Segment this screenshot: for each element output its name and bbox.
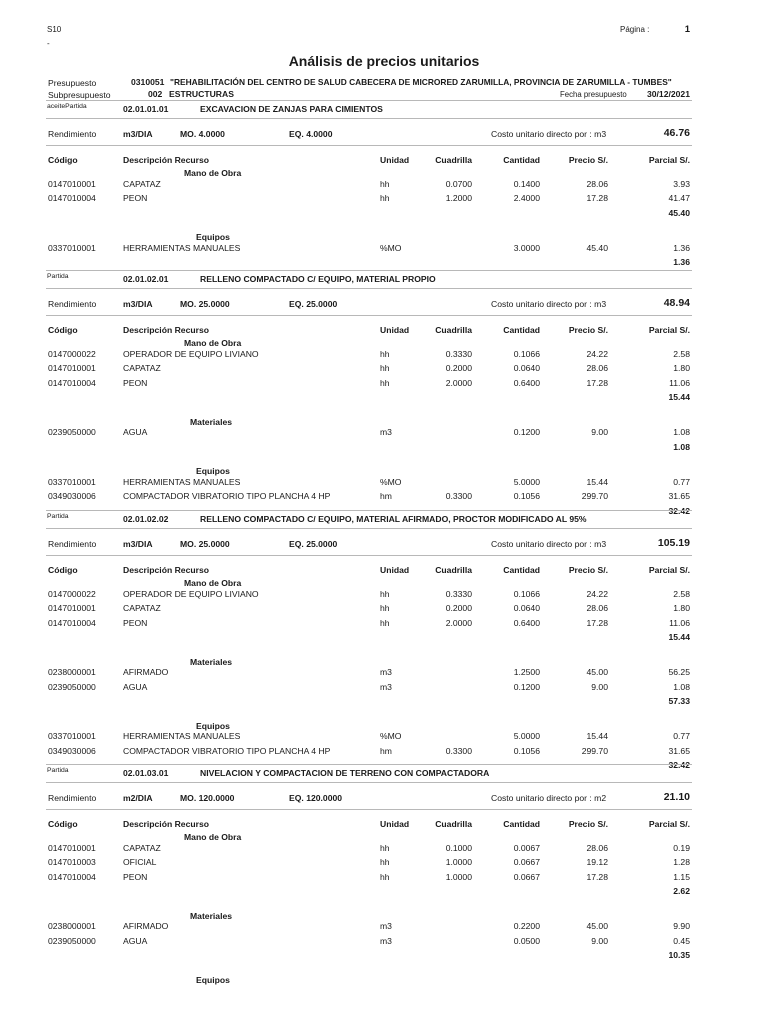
resource-unit: hh — [380, 603, 390, 613]
resource-precio: 45.40 — [586, 242, 608, 253]
resource-desc: AFIRMADO — [123, 667, 169, 677]
resource-parcial: 1.80 — [673, 603, 690, 613]
rendimiento-label: Rendimiento — [48, 793, 97, 803]
resource-cantidad: 5.0000 — [513, 476, 540, 487]
resource-code: 0337010001 — [48, 242, 96, 253]
resource-parcial: 2.58 — [673, 348, 690, 359]
subpresupuesto-label: Subpresupuesto — [48, 90, 111, 100]
resource-parcial: 3.93 — [673, 178, 690, 189]
resource-unit: m3 — [380, 667, 392, 677]
resource-unit: hh — [380, 363, 390, 373]
mo-value: MO. 120.0000 — [180, 793, 235, 803]
costo-unitario-label: Costo unitario directo por : m2 — [491, 793, 607, 803]
rendimiento-unit: m3/DIA — [123, 539, 153, 549]
page-label: Página : — [620, 25, 650, 34]
resource-precio: 299.70 — [581, 491, 608, 501]
group-subtotal: 10.35 — [668, 950, 690, 960]
resource-precio: 17.28 — [586, 193, 608, 203]
group-title: Mano de Obra — [184, 832, 242, 842]
rendimiento-unit: m3/DIA — [123, 299, 153, 309]
partida-name-rule — [46, 288, 692, 289]
presupuesto-code: 0310051 — [131, 77, 165, 87]
subpresupuesto-name: ESTRUCTURAS — [169, 89, 234, 99]
resource-desc: HERRAMIENTAS MANUALES — [123, 731, 241, 741]
resource-cantidad: 0.2200 — [513, 921, 540, 931]
resource-cuadrilla: 1.0000 — [445, 871, 472, 882]
col-cuadrilla: Cuadrilla — [435, 565, 472, 575]
resource-cantidad: 0.1200 — [513, 681, 540, 692]
resource-desc: CAPATAZ — [123, 178, 161, 189]
resource-parcial: 0.45 — [673, 935, 690, 946]
resource-desc: COMPACTADOR VIBRATORIO TIPO PLANCHA 4 HP — [123, 745, 331, 756]
resource-desc: PEON — [123, 617, 148, 628]
resource-cantidad: 2.4000 — [513, 193, 540, 203]
col-unidad: Unidad — [380, 565, 410, 575]
resource-cantidad: 0.1056 — [513, 745, 540, 756]
resource-desc: AGUA — [123, 935, 148, 946]
resource-unit: hh — [380, 178, 390, 189]
resource-cantidad: 0.0667 — [513, 871, 540, 882]
resource-cuadrilla: 0.2000 — [445, 603, 472, 613]
resource-cantidad: 0.0640 — [513, 603, 540, 613]
resource-parcial: 1.28 — [673, 857, 690, 867]
resource-code: 0147010001 — [48, 603, 96, 613]
resource-precio: 19.12 — [586, 857, 608, 867]
partida-total: 48.94 — [663, 297, 690, 309]
resource-precio: 9.00 — [591, 681, 608, 692]
group-subtotal: 32.42 — [668, 760, 690, 770]
group-subtotal: 32.42 — [668, 505, 690, 516]
group-title: Materiales — [190, 656, 233, 667]
partida-total: 105.19 — [657, 537, 690, 549]
resource-cantidad: 0.1056 — [513, 491, 540, 501]
eq-value: EQ. 4.0000 — [289, 129, 333, 139]
partida-top-rule — [46, 270, 692, 271]
resource-precio: 17.28 — [586, 377, 608, 388]
group-subtotal: 57.33 — [668, 696, 690, 706]
partida-name-rule — [46, 782, 692, 783]
partida-code: 02.01.02.01 — [123, 274, 169, 284]
resource-unit: hh — [380, 193, 390, 203]
col-descripcion: Descripción Recurso — [123, 819, 209, 829]
group-title: Equipos — [196, 720, 230, 731]
resource-unit: %MO — [380, 731, 402, 741]
fecha-label: Fecha presupuesto — [560, 90, 627, 99]
resource-desc: HERRAMIENTAS MANUALES — [123, 242, 241, 253]
partida-name: RELLENO COMPACTADO C/ EQUIPO, MATERIAL PROPIO — [200, 274, 436, 284]
group-title: Equipos — [196, 466, 230, 476]
partida-label: Partida — [47, 513, 69, 520]
resource-code: 0239050000 — [48, 427, 96, 437]
resource-cantidad: 0.0067 — [513, 842, 540, 853]
resource-desc: AFIRMADO — [123, 921, 169, 931]
resource-cuadrilla: 2.0000 — [445, 377, 472, 388]
resource-desc: OPERADOR DE EQUIPO LIVIANO — [123, 588, 259, 599]
resource-precio: 28.06 — [586, 178, 608, 189]
resource-desc: AGUA — [123, 681, 148, 692]
resource-parcial: 0.77 — [673, 476, 690, 487]
col-precio: Precio S/. — [568, 565, 608, 575]
resource-unit: hh — [380, 617, 390, 628]
report-code: S10 — [47, 25, 62, 34]
group-title: Mano de Obra — [184, 168, 242, 178]
resource-parcial: 1.08 — [673, 681, 690, 692]
presupuesto-label: Presupuesto — [48, 78, 97, 88]
col-codigo: Código — [48, 155, 78, 165]
resource-desc: PEON — [123, 193, 148, 203]
resource-parcial: 0.19 — [673, 842, 690, 853]
rendimiento-rule — [46, 315, 692, 316]
partida-top-rule — [46, 764, 692, 765]
col-parcial: Parcial S/. — [648, 325, 690, 335]
group-subtotal: 1.36 — [673, 257, 690, 267]
partida-label: Partida — [47, 767, 69, 774]
resource-code: 0147010001 — [48, 363, 96, 373]
eq-value: EQ. 120.0000 — [289, 793, 343, 803]
page-number: 1 — [684, 24, 690, 35]
resource-cuadrilla: 1.2000 — [445, 193, 472, 203]
col-unidad: Unidad — [380, 819, 410, 829]
resource-precio: 15.44 — [586, 476, 608, 487]
eq-value: EQ. 25.0000 — [289, 299, 338, 309]
rendimiento-rule — [46, 145, 692, 146]
resource-parcial: 11.06 — [669, 617, 690, 628]
group-subtotal: 15.44 — [668, 632, 690, 642]
resource-cantidad: 0.1066 — [513, 588, 540, 599]
resource-code: 0147000022 — [48, 348, 96, 359]
resource-parcial: 1.08 — [673, 427, 690, 437]
partida-name-rule — [46, 528, 692, 529]
col-cantidad: Cantidad — [503, 819, 540, 829]
resource-cantidad: 0.1400 — [513, 178, 540, 189]
resource-precio: 28.06 — [586, 363, 608, 373]
resource-cantidad: 3.0000 — [513, 242, 540, 253]
col-cuadrilla: Cuadrilla — [435, 819, 472, 829]
resource-code: 0349030006 — [48, 491, 96, 501]
resource-code: 0238000001 — [48, 921, 96, 931]
resource-unit: m3 — [380, 681, 392, 692]
rendimiento-label: Rendimiento — [48, 129, 97, 139]
resource-unit: hh — [380, 588, 390, 599]
resource-code: 0238000001 — [48, 667, 96, 677]
resource-unit: hm — [380, 745, 392, 756]
resource-cantidad: 0.0500 — [513, 935, 540, 946]
resource-precio: 45.00 — [586, 921, 608, 931]
rendimiento-unit: m3/DIA — [123, 129, 153, 139]
partida-code: 02.01.03.01 — [123, 768, 169, 778]
resource-code: 0147010001 — [48, 842, 96, 853]
resource-unit: %MO — [380, 242, 402, 253]
col-cuadrilla: Cuadrilla — [435, 325, 472, 335]
rendimiento-label: Rendimiento — [48, 299, 97, 309]
resource-parcial: 9.90 — [673, 921, 690, 931]
resource-precio: 17.28 — [586, 617, 608, 628]
resource-cuadrilla: 0.3300 — [445, 745, 472, 756]
subpresupuesto-code: 002 — [148, 89, 163, 99]
fecha-value: 30/12/2021 — [646, 89, 690, 99]
resource-cuadrilla: 0.3330 — [445, 588, 472, 599]
eq-value: EQ. 25.0000 — [289, 539, 338, 549]
resource-unit: hh — [380, 842, 390, 853]
resource-parcial: 41.47 — [668, 193, 690, 203]
resource-unit: hm — [380, 491, 392, 501]
costo-unitario-label: Costo unitario directo por : m3 — [491, 129, 607, 139]
resource-cuadrilla: 0.1000 — [445, 842, 472, 853]
col-cantidad: Cantidad — [503, 325, 540, 335]
col-codigo: Código — [48, 325, 78, 335]
col-cantidad: Cantidad — [503, 155, 540, 165]
resource-cantidad: 0.0640 — [513, 363, 540, 373]
resource-code: 0147010004 — [48, 193, 96, 203]
resource-unit: m3 — [380, 427, 392, 437]
resource-precio: 299.70 — [581, 745, 608, 756]
col-cuadrilla: Cuadrilla — [435, 155, 472, 165]
resource-precio: 17.28 — [586, 871, 608, 882]
col-descripcion: Descripción Recurso — [123, 155, 209, 165]
resource-precio: 24.22 — [586, 588, 608, 599]
partida-name: NIVELACION Y COMPACTACION DE TERRENO CON COMPACTADORA — [200, 768, 490, 778]
partida-name-rule — [46, 118, 692, 119]
resource-desc: PEON — [123, 377, 148, 388]
col-precio: Precio S/. — [568, 819, 608, 829]
group-title: Mano de Obra — [184, 578, 242, 588]
resource-desc: PEON — [123, 871, 148, 882]
partida-code: 02.01.01.01 — [123, 104, 169, 114]
rendimiento-unit: m2/DIA — [123, 793, 153, 803]
partida-name: RELLENO COMPACTADO C/ EQUIPO, MATERIAL AFIRMADO, PROCTOR MODIFICADO AL 95% — [200, 514, 587, 524]
resource-code: 0239050000 — [48, 935, 96, 946]
group-title: Mano de Obra — [184, 338, 242, 348]
resource-cantidad: 0.1200 — [513, 427, 540, 437]
resource-unit: m3 — [380, 935, 392, 946]
resource-unit: %MO — [380, 476, 402, 487]
mo-value: MO. 25.0000 — [180, 299, 230, 309]
col-codigo: Código — [48, 565, 78, 575]
costo-unitario-label: Costo unitario directo por : m3 — [491, 539, 607, 549]
resource-parcial: 0.77 — [673, 731, 690, 741]
col-descripcion: Descripción Recurso — [123, 565, 209, 575]
resource-code: 0147010004 — [48, 871, 96, 882]
col-parcial: Parcial S/. — [648, 819, 690, 829]
resource-desc: CAPATAZ — [123, 842, 161, 853]
resource-code: 0147010004 — [48, 377, 96, 388]
resource-cantidad: 0.6400 — [513, 377, 540, 388]
resource-cuadrilla: 0.3330 — [445, 348, 472, 359]
resource-code: 0239050000 — [48, 681, 96, 692]
resource-unit: hh — [380, 857, 390, 867]
partida-total: 46.76 — [663, 127, 690, 139]
group-subtotal: 45.40 — [668, 207, 690, 218]
resource-precio: 9.00 — [591, 935, 608, 946]
group-title: Equipos — [196, 974, 230, 985]
resource-precio: 28.06 — [586, 842, 608, 853]
resource-desc: OPERADOR DE EQUIPO LIVIANO — [123, 348, 259, 359]
resource-cuadrilla: 0.0700 — [445, 178, 472, 189]
group-title: Materiales — [190, 910, 233, 921]
resource-cuadrilla: 1.0000 — [445, 857, 472, 867]
rendimiento-label: Rendimiento — [48, 539, 97, 549]
group-title: Equipos — [196, 232, 230, 242]
resource-code: 0147010004 — [48, 617, 96, 628]
resource-code: 0147010003 — [48, 857, 96, 867]
group-subtotal: 15.44 — [668, 392, 690, 402]
col-parcial: Parcial S/. — [648, 155, 690, 165]
resource-code: 0337010001 — [48, 731, 96, 741]
partida-code: 02.01.02.02 — [123, 514, 169, 524]
group-subtotal: 1.08 — [673, 441, 690, 452]
resource-code: 0147010001 — [48, 178, 96, 189]
resource-parcial: 1.80 — [673, 363, 690, 373]
partida-label: aceitePartida — [47, 103, 87, 110]
resource-unit: m3 — [380, 921, 392, 931]
mo-value: MO. 25.0000 — [180, 539, 230, 549]
mo-value: MO. 4.0000 — [180, 129, 225, 139]
resource-cuadrilla: 2.0000 — [445, 617, 472, 628]
resource-parcial: 31.65 — [668, 491, 690, 501]
resource-cantidad: 5.0000 — [513, 731, 540, 741]
resource-desc: OFICIAL — [123, 857, 157, 867]
resource-cantidad: 1.2500 — [513, 667, 540, 677]
col-unidad: Unidad — [380, 155, 410, 165]
group-title: Materiales — [190, 416, 233, 427]
resource-desc: HERRAMIENTAS MANUALES — [123, 476, 241, 487]
resource-unit: hh — [380, 348, 390, 359]
col-parcial: Parcial S/. — [648, 565, 690, 575]
col-codigo: Código — [48, 819, 78, 829]
resource-cuadrilla: 0.3300 — [445, 491, 472, 501]
resource-code: 0147000022 — [48, 588, 96, 599]
resource-desc: CAPATAZ — [123, 363, 161, 373]
col-precio: Precio S/. — [568, 155, 608, 165]
col-precio: Precio S/. — [568, 325, 608, 335]
col-descripcion: Descripción Recurso — [123, 325, 209, 335]
col-cantidad: Cantidad — [503, 565, 540, 575]
group-subtotal: 2.62 — [673, 886, 690, 896]
resource-cantidad: 0.1066 — [513, 348, 540, 359]
resource-precio: 9.00 — [591, 427, 608, 437]
resource-precio: 45.00 — [586, 667, 608, 677]
resource-parcial: 1.36 — [673, 242, 690, 253]
partida-label: Partida — [47, 273, 69, 280]
resource-cuadrilla: 0.2000 — [445, 363, 472, 373]
rendimiento-rule — [46, 555, 692, 556]
resource-cantidad: 0.6400 — [513, 617, 540, 628]
col-unidad: Unidad — [380, 325, 410, 335]
partida-top-rule — [46, 100, 692, 101]
resource-unit: hh — [380, 377, 390, 388]
resource-parcial: 2.58 — [673, 588, 690, 599]
resource-parcial: 1.15 — [673, 871, 690, 882]
partida-name: EXCAVACION DE ZANJAS PARA CIMIENTOS — [200, 104, 383, 114]
resource-parcial: 31.65 — [668, 745, 690, 756]
report-dash: - — [47, 39, 50, 48]
resource-desc: AGUA — [123, 427, 148, 437]
rendimiento-rule — [46, 809, 692, 810]
resource-unit: hh — [380, 871, 390, 882]
resource-cantidad: 0.0667 — [513, 857, 540, 867]
resource-desc: COMPACTADOR VIBRATORIO TIPO PLANCHA 4 HP — [123, 491, 331, 501]
resource-parcial: 11.06 — [669, 377, 690, 388]
resource-precio: 15.44 — [586, 731, 608, 741]
resource-code: 0337010001 — [48, 476, 96, 487]
presupuesto-name: "REHABILITACIÓN DEL CENTRO DE SALUD CABECERA DE MICRORED ZARUMILLA, PROVINCIA DE ZARUMILLA - TUMBES" — [170, 77, 672, 87]
resource-precio: 24.22 — [586, 348, 608, 359]
partida-total: 21.10 — [663, 791, 690, 803]
resource-desc: CAPATAZ — [123, 603, 161, 613]
resource-code: 0349030006 — [48, 745, 96, 756]
costo-unitario-label: Costo unitario directo por : m3 — [491, 299, 607, 309]
resource-precio: 28.06 — [586, 603, 608, 613]
page-title: Análisis de precios unitarios — [288, 53, 480, 69]
resource-parcial: 56.25 — [668, 667, 690, 677]
partida-top-rule — [46, 510, 692, 511]
